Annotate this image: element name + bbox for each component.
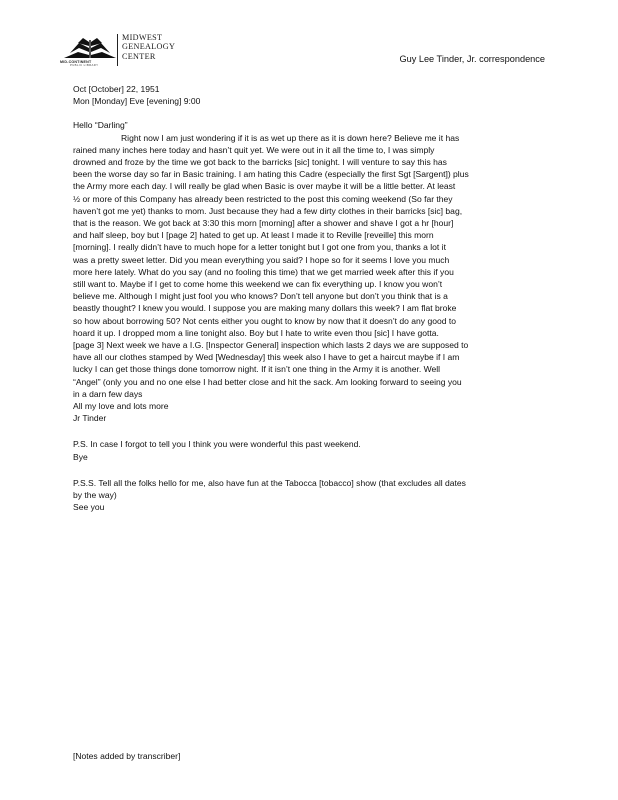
- open-book-icon: [62, 34, 118, 62]
- letter-line: rained many inches here today and hasn’t quit yet. We were out in it all the time to, I was simply: [73, 144, 435, 155]
- logo-org-line: CENTER: [122, 51, 156, 61]
- logo-org-line: MIDWEST: [122, 33, 163, 42]
- letter-line: hoard it up. I dropped mom a line tonight also. Boy but I hate to write even thou [sic] I have gotta.: [73, 327, 439, 338]
- second-postscript: P.S.S. Tell all the folks hello for me, also have fun at the Tabocca [tobacco] show (that excludes all dates: [73, 477, 466, 488]
- letter-line: “Angel” (only you and no one else I had better close and hit the sack. Am looking forward to seeing you: [73, 376, 462, 387]
- letter-line: beastly thought? I knew you would. I suppose you are making many dollars this week? I am flat broke: [73, 303, 457, 314]
- letter-line: [morning]. I really didn’t have to much hope for a letter tonight but I got one from you, thanks a lot it: [73, 242, 446, 253]
- spacer: [73, 424, 548, 438]
- logo-divider: [117, 34, 118, 66]
- letter-line: Right now I am just wondering if it is as wet up there as it is down here? Believe me it has: [121, 132, 460, 143]
- spacer: [73, 463, 548, 477]
- library-name: MID-CONTINENT: [60, 60, 92, 64]
- letter-line: was a pretty sweet letter. Did you mean everything you said? I hope so for it seems I love you much: [73, 254, 450, 265]
- date-line: Oct [October] 22, 1951: [73, 84, 160, 94]
- spacer: [73, 107, 548, 119]
- letter-line: been the worse day so far in Basic training. I am hating this Cadre (especially the first Sgt [Sargent]) plus: [73, 169, 469, 180]
- midwest-genealogy-center-logo: [62, 34, 212, 68]
- letter-line: and half sleep, boy but I [page 2] hated to get up. At least I made it to Reville [reveille] this morn: [73, 230, 434, 241]
- letter-line: more here lately. What do you say (and no fooling this time) that we get married week after this if you: [73, 266, 454, 277]
- salutation: Hello “Darling”: [73, 120, 128, 131]
- letter-line: have all our clothes stamped by Wed [Wednesday] this week also I have to get a haircut maybe if I am: [73, 352, 460, 363]
- second-postscript: by the way): [73, 490, 117, 501]
- library-subtitle: PUBLIC LIBRARY: [70, 63, 99, 67]
- letter-line: that is the reason. We got back at 3:30 this morn [morning] after a shower and shave I got a hr [hour]: [73, 218, 454, 229]
- postscript: P.S. In case I forgot to tell you I think you were wonderful this past weekend.: [73, 439, 361, 450]
- closing: All my love and lots more: [73, 401, 169, 412]
- letter-body: [73, 83, 548, 514]
- signature: Jr Tinder: [73, 413, 107, 424]
- letter-line: believe me. Although I might just fool you who knows? Don’t tell anyone but don’t you think that is a: [73, 291, 448, 302]
- letter-line: [page 3] Next week we have a I.G. [Inspector General] inspection which lasts 2 days we are supposed to: [73, 340, 469, 351]
- letter-line: still want to. Maybe if I get to come home this weekend we can fix everything up. I know you won’t: [73, 279, 443, 290]
- postscript-signoff: See you: [73, 502, 105, 513]
- letter-line: so how about borrowing 50? Not cents either you ought to know by now that it doesn’t do any good to: [73, 315, 456, 326]
- letter-line: in a darn few days: [73, 388, 143, 399]
- letter-line: drowned and froze by the time we got back to the barricks [sic] tonight. I will venture to say this has: [73, 157, 447, 168]
- logo-org-name: [122, 33, 175, 61]
- letter-line: haven’t got me yet) thanks to mom. Just because they had a few dirty clothes in their barricks [sic] bag,: [73, 205, 463, 216]
- letter-line: lucky I can get those things done tomorrow night. If it isn’t one thing in the Army it is another. Well: [73, 364, 441, 375]
- postscript-bye: Bye: [73, 451, 88, 462]
- logo-org-line: GENEALOGY: [122, 42, 176, 52]
- letter-line: the Army more each day. I will really be glad when Basic is over maybe it will be a little better. At least: [73, 181, 456, 192]
- time-line: Mon [Monday] Eve [evening] 9:00: [73, 96, 201, 107]
- letter-line: ½ or more of this Company has already been restricted to the post this coming weekend (So far they: [73, 193, 453, 204]
- collection-title: Guy Lee Tinder, Jr. correspondence: [399, 54, 545, 64]
- transcriber-note: [Notes added by transcriber]: [73, 751, 181, 761]
